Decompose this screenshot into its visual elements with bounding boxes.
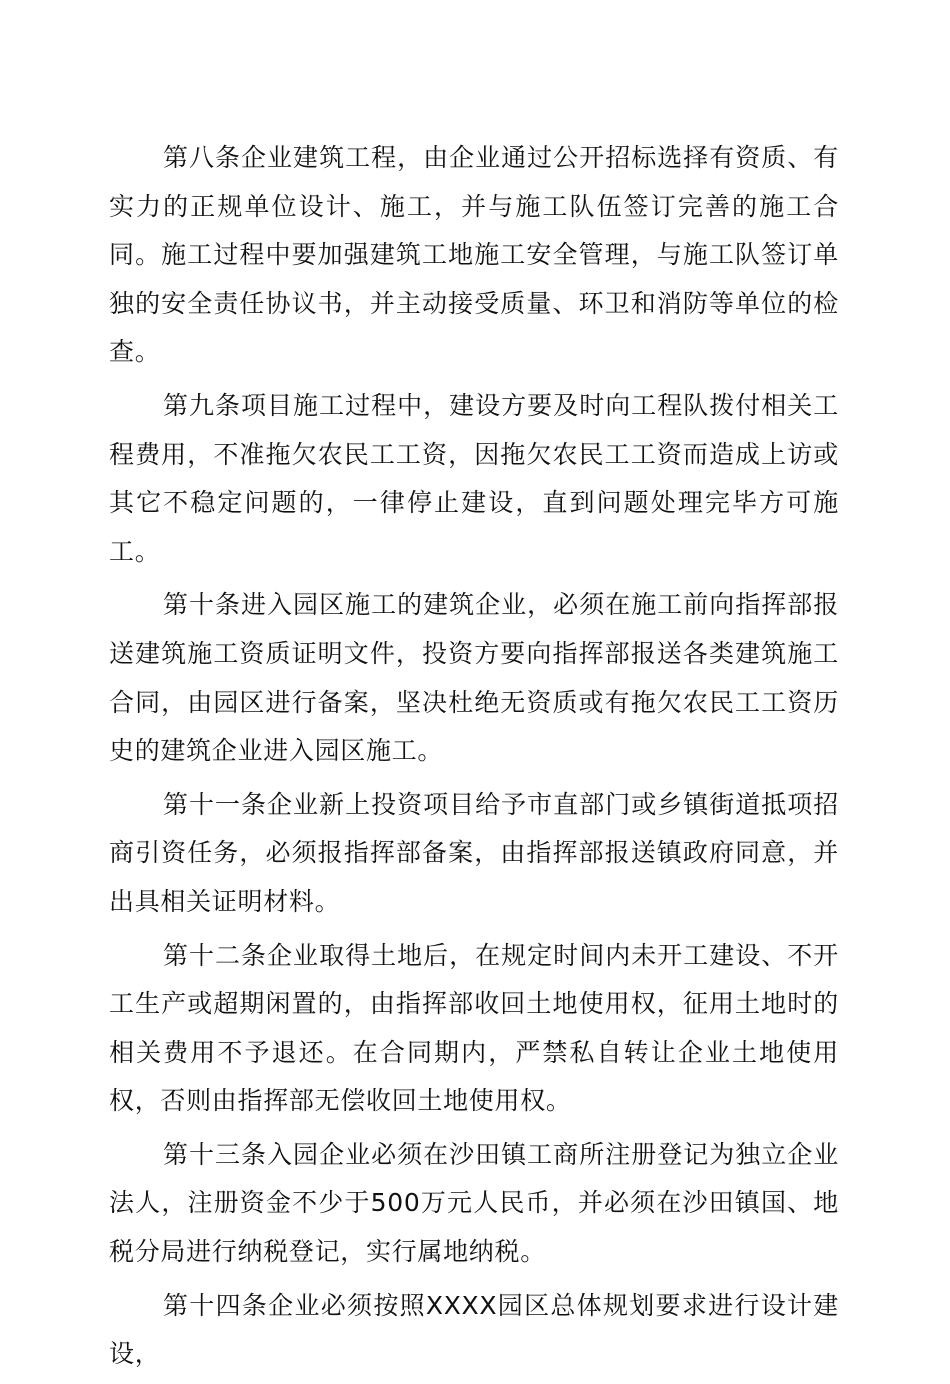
article-13-paragraph: 第十三条入园企业必须在沙田镇工商所注册登记为独立企业法人，注册资金不少于500万元人民币，并必须在沙田镇国、地税分局进行纳税登记，实行属地纳税。 (109, 1139, 839, 1267)
article-12-paragraph: 第十二条企业取得土地后，在规定时间内未开工建设、不开工生产或超期闲置的，由指挥部收回土地使用权，征用土地时的相关费用不予退还。在合同期内，严禁私自转让企业土地使用权，否则由指挥部无偿收回土地使用权。 (109, 940, 839, 1116)
article-14-paragraph: 第十四条企业必须按照XXXX园区总体规划要求进行设计建设， (109, 1290, 839, 1369)
article-8-paragraph: 第八条企业建筑工程，由企业通过公开招标选择有资质、有实力的正规单位设计、施工，并与施工队伍签订完善的施工合同。施工过程中要加强建筑工地施工安全管理，与施工队签订单独的安全责任协议书，并主动接受质量、环卫和消防等单位的检查。 (109, 143, 839, 367)
article-9-paragraph: 第九条项目施工过程中，建设方要及时向工程队拨付相关工程费用，不准拖欠农民工工资，因拖欠农民工工资而造成上访或其它不稳定问题的，一律停止建设，直到问题处理完毕方可施工。 (109, 390, 839, 566)
document-body (109, 134, 839, 1384)
article-10-paragraph: 第十条进入园区施工的建筑企业，必须在施工前向指挥部报送建筑施工资质证明文件，投资方要向指挥部报送各类建筑施工合同，由园区进行备案，坚决杜绝无资质或有拖欠农民工工资历史的建筑企业进入园区施工。 (109, 590, 839, 766)
article-11-paragraph: 第十一条企业新上投资项目给予市直部门或乡镇街道抵项招商引资任务，必须报指挥部备案，由指挥部报送镇政府同意，并出具相关证明材料。 (109, 789, 839, 916)
